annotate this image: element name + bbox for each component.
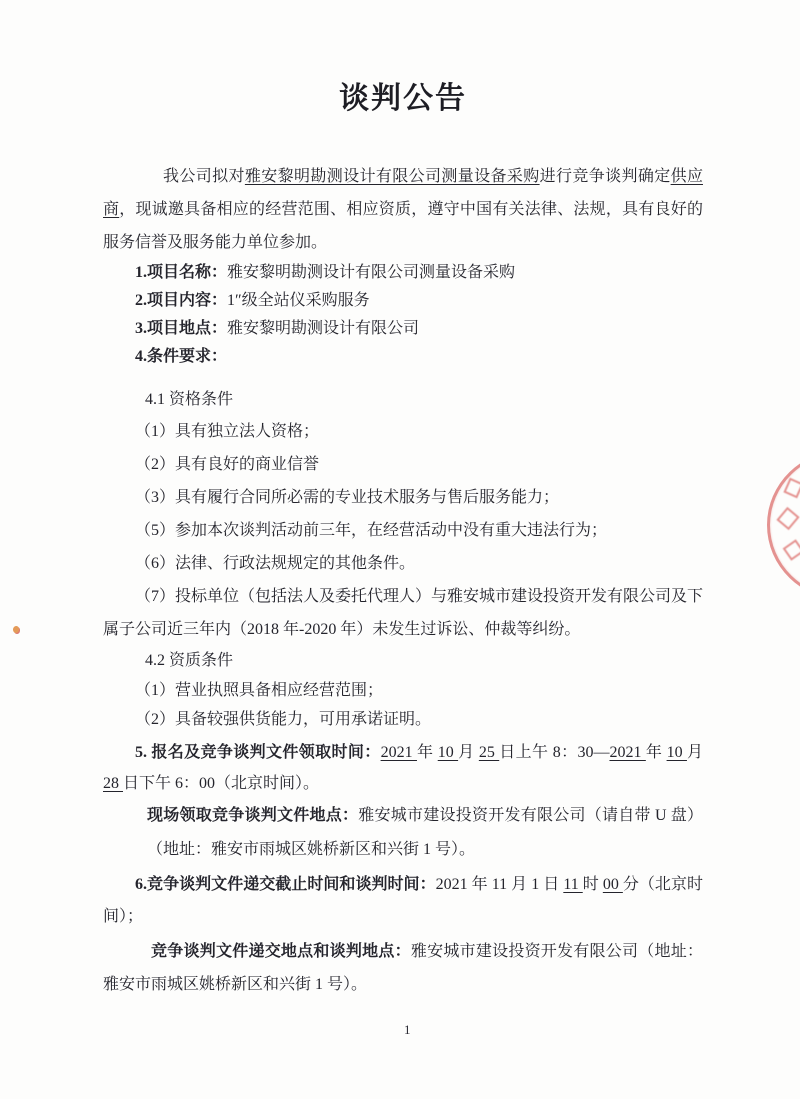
ink-speck [13,626,19,633]
red-seal-glyph-icon [783,539,800,560]
document-content [103,0,703,1001]
text-run: 进行竞争谈判确定 [539,168,671,185]
text-run: 现场领取竞争谈判文件地点： [147,807,359,824]
paragraph-item-3-project-location [103,315,703,343]
text-run: 2021 年 11 月 1 日 [435,876,564,893]
text-run: 分（北京时间）； [103,876,703,925]
text-run: 4.条件要求： [135,348,228,365]
text-run: 雅安黎明勘测设计有限公司 [227,320,420,337]
paragraph-pickup-location [103,799,703,867]
text-run: 4.1 资格条件 [145,391,234,408]
text-run: 时 [582,876,603,893]
text-run: 年 [416,744,438,761]
text-run: （2）具备较强供货能力，可用承诺证明。 [135,711,432,728]
text-run: 11 [563,876,583,893]
paragraph-cond-1 [103,415,703,448]
paragraph-sub-4-1-qualification [103,385,703,415]
text-run: 00 [602,876,623,893]
text-run: 年 [645,744,667,761]
text-run: 28 [103,775,123,792]
paragraph-sub-4-2-credentials [103,646,703,676]
text-run: 4.2 资质条件 [145,652,234,669]
text-run: 1.项目名称： [135,264,228,281]
text-run: 25 [478,744,500,761]
text-run: ，现诚邀具备相应的经营范围、相应资质，遵守中国有关法律、法规，具有良好的服务信誉及服务能力单位参加。 [103,201,703,251]
text-run: 日上午 8：30— [499,744,610,761]
text-run: 雅安城市建设投资开发有限公司（地址：雅安市雨城区姚桥新区和兴街 1 号）。 [103,943,703,993]
text-run: 5. 报名及竞争谈判文件领取时间： [135,744,381,761]
paragraph-qual-2 [103,705,703,734]
text-run: 月 [686,744,703,761]
text-run: 6.竞争谈判文件递交截止时间和谈判时间： [135,876,436,893]
text-run: （1）具有独立法人资格； [135,423,320,440]
paragraph-item-1-project-name [103,259,703,287]
page-number: 1 [404,1022,411,1037]
paragraph-intro [103,160,703,259]
paragraph-qual-1 [103,676,703,705]
text-run: （2）具有良好的商业信誉 [135,456,320,473]
text-run: 2.项目内容： [135,292,228,309]
text-run: （6）法律、行政法规规定的其他条件。 [135,555,416,572]
red-seal-glyph-icon [783,478,800,499]
text-run: 供应商 [103,168,703,218]
text-run: （7）投标单位（包括法人及委托代理人）与雅安城市建设投资开发有限公司及下属子公司近三年内（2018 年-2020 年）未发生过诉讼、仲裁等纠纷。 [103,588,704,638]
text-run: 竞争谈判文件递交地点和谈判地点： [151,943,411,960]
text-run: 我公司拟对 [163,168,245,185]
page-title: 谈判公告 [339,82,467,115]
text-run: 10 [437,744,459,761]
text-run: 3.项目地点： [135,320,228,337]
paragraph-item-6-submission-deadline [103,869,703,933]
text-run: （1）营业执照具备相应经营范围； [135,682,384,699]
paragraph-cond-2 [103,448,703,481]
text-run: 2021 [380,744,417,761]
paragraph-submission-location [103,935,703,1001]
doc-body [103,160,703,1001]
paragraph-item-4-requirements [103,343,703,371]
text-run: 日下午 6：00（北京时间）。 [123,775,320,792]
text-run: 2021 [609,744,646,761]
text-run: 雅安城市建设投资开发有限公司（请自带 U 盘）（地址：雅安市雨城区姚桥新区和兴街 1 号）。 [147,807,703,858]
text-run: 雅安黎明勘测设计有限公司测量设备采购 [227,264,516,281]
text-run: （3）具有履行合同所必需的专业技术服务与售后服务能力； [135,489,560,506]
paragraph-cond-3 [103,481,703,514]
red-seal-glyph-icon [776,507,799,530]
text-run: 10 [666,744,687,761]
paragraph-item-5-document-pickup-time [103,737,703,799]
text-run: 1″级全站仪采购服务 [227,292,370,309]
paragraph-cond-7 [103,580,703,646]
red-seal-stamp [758,446,800,598]
text-run: 月 [458,744,479,761]
paragraph-cond-5 [103,514,703,547]
red-seal-circle-icon [767,450,800,598]
text-run: 雅安黎明勘测设计有限公司测量设备采购 [244,168,540,185]
paragraph-item-2-project-content [103,287,703,315]
text-run: （5）参加本次谈判活动前三年，在经营活动中没有重大违法行为； [135,522,608,539]
paragraph-cond-6 [103,547,703,580]
